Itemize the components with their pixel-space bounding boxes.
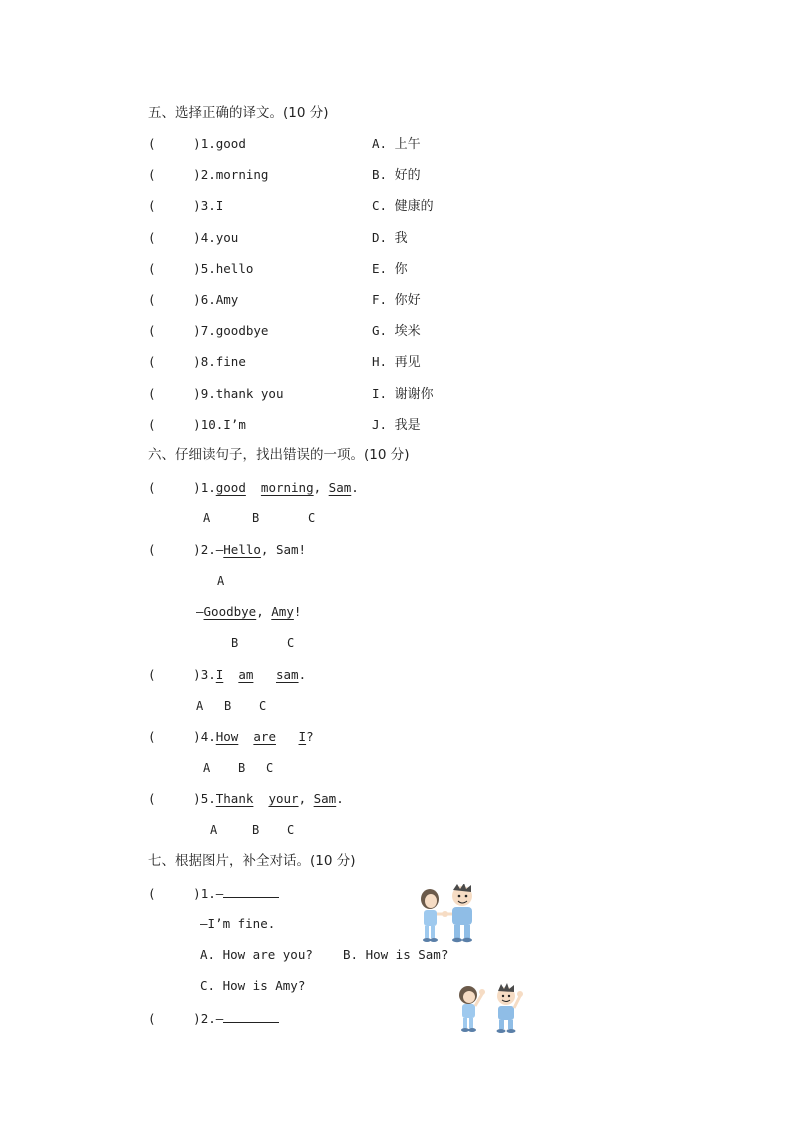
list-item bbox=[148, 292, 238, 308]
question-word: 2.morning bbox=[200, 167, 269, 182]
option-a-word: Thank bbox=[215, 791, 254, 806]
punctuation: ? bbox=[306, 729, 314, 744]
list-item bbox=[148, 230, 238, 246]
list-item bbox=[148, 417, 246, 433]
answer-bracket[interactable]: ( ) bbox=[148, 417, 201, 432]
question-number: 4. bbox=[200, 729, 216, 744]
option bbox=[372, 417, 421, 434]
answer-bracket[interactable]: ( ) bbox=[148, 292, 201, 307]
option-text: 上午 bbox=[394, 137, 421, 152]
option bbox=[372, 167, 421, 184]
question-number: 2.— bbox=[200, 1011, 224, 1026]
fill-blank[interactable] bbox=[223, 1010, 279, 1023]
option-letter: G. bbox=[372, 323, 388, 338]
answer-bracket[interactable]: ( ) bbox=[148, 729, 201, 744]
kids-waving-illustration bbox=[456, 982, 524, 1034]
question-word: 9.thank you bbox=[200, 386, 284, 401]
question-number: 5. bbox=[200, 791, 216, 806]
answer-bracket[interactable]: ( ) bbox=[148, 542, 201, 557]
punctuation: , bbox=[256, 604, 264, 619]
question-1-line bbox=[148, 480, 359, 496]
option-text: 健康的 bbox=[394, 199, 434, 214]
dialogue-1-reply: —I’m fine. bbox=[200, 916, 276, 931]
option-letter: I. bbox=[372, 386, 388, 401]
option-a-word: good bbox=[215, 480, 246, 495]
option-text: 再见 bbox=[394, 355, 421, 370]
label-c: C bbox=[259, 699, 267, 713]
option bbox=[372, 323, 421, 340]
label-a: A bbox=[210, 823, 218, 837]
answer-bracket[interactable]: ( ) bbox=[148, 386, 201, 401]
option-text: 你好 bbox=[394, 293, 421, 308]
answer-bracket[interactable]: ( ) bbox=[148, 136, 201, 151]
option bbox=[372, 261, 408, 278]
punctuation: , bbox=[298, 791, 307, 806]
option-text: 我是 bbox=[394, 418, 421, 433]
answer-bracket[interactable]: ( ) bbox=[148, 261, 201, 276]
option-letter: F. bbox=[372, 292, 388, 307]
answer-bracket[interactable]: ( ) bbox=[148, 230, 201, 245]
option-c-word: Sam bbox=[313, 791, 337, 806]
section-7-title: 七、根据图片，补全对话。(10 分) bbox=[148, 853, 356, 869]
label-b: B bbox=[252, 511, 260, 525]
list-item bbox=[148, 261, 253, 277]
option-letter: A. bbox=[372, 136, 388, 151]
option bbox=[372, 292, 421, 309]
option-letter: E. bbox=[372, 261, 388, 276]
kids-handshake-illustration bbox=[416, 884, 480, 946]
label-a: A bbox=[196, 699, 204, 713]
punctuation: . bbox=[298, 667, 307, 682]
section-5-title: 五、选择正确的译文。(10 分) bbox=[148, 105, 329, 121]
option-b-word: am bbox=[238, 667, 254, 682]
option-c-word: Sam bbox=[328, 480, 352, 495]
choice-b: B. How is Sam? bbox=[343, 947, 449, 962]
punctuation: . bbox=[351, 480, 359, 495]
label-b: B bbox=[231, 636, 239, 650]
label-c: C bbox=[287, 823, 295, 837]
dash: — bbox=[215, 542, 224, 557]
option bbox=[372, 198, 434, 215]
answer-bracket[interactable]: ( ) bbox=[148, 791, 201, 806]
option bbox=[372, 230, 408, 247]
option-letter: C. bbox=[372, 198, 388, 213]
option-b-word: Goodbye bbox=[203, 604, 257, 619]
label-c: C bbox=[308, 511, 316, 525]
answer-bracket[interactable]: ( ) bbox=[148, 198, 201, 213]
option-letter: J. bbox=[372, 417, 388, 432]
punctuation: . bbox=[336, 791, 344, 806]
list-item bbox=[148, 136, 246, 152]
answer-bracket[interactable]: ( ) bbox=[148, 886, 201, 901]
option-a-word: How bbox=[215, 729, 239, 744]
punctuation: , bbox=[313, 480, 322, 495]
option-letter: B. bbox=[372, 167, 388, 182]
question-word: 1.good bbox=[200, 136, 246, 151]
sentence-rest: , Sam! bbox=[260, 542, 307, 557]
list-item bbox=[148, 167, 268, 183]
question-word: 7.goodbye bbox=[200, 323, 269, 338]
option-letter: H. bbox=[372, 354, 388, 369]
option-c-word: I bbox=[298, 729, 307, 744]
answer-bracket[interactable]: ( ) bbox=[148, 480, 201, 495]
section-6-title: 六、仔细读句子，找出错误的一项。(10 分) bbox=[148, 447, 410, 463]
question-3-line bbox=[148, 667, 306, 683]
question-number: 3. bbox=[200, 667, 216, 682]
punctuation: ! bbox=[293, 604, 302, 619]
answer-bracket[interactable]: ( ) bbox=[148, 667, 201, 682]
question-2-reply bbox=[196, 604, 301, 620]
option-text: 你 bbox=[394, 262, 408, 277]
option bbox=[372, 136, 421, 153]
option-text: 谢谢你 bbox=[394, 387, 434, 402]
answer-bracket[interactable]: ( ) bbox=[148, 354, 201, 369]
question-5-line bbox=[148, 791, 344, 807]
label-b: B bbox=[238, 761, 246, 775]
answer-bracket[interactable]: ( ) bbox=[148, 1011, 201, 1026]
answer-bracket[interactable]: ( ) bbox=[148, 167, 201, 182]
option-b-word: are bbox=[253, 729, 276, 744]
question-number: 1.— bbox=[200, 886, 224, 901]
option-text: 我 bbox=[394, 231, 408, 246]
choice-a: A. How are you? bbox=[200, 947, 313, 962]
option-c-word: sam bbox=[275, 667, 299, 682]
question-word: 6.Amy bbox=[200, 292, 239, 307]
dash: — bbox=[196, 604, 204, 619]
question-word: 8.fine bbox=[200, 354, 246, 369]
option-a-word: Hello bbox=[223, 542, 261, 557]
choice-c: C. How is Amy? bbox=[200, 978, 306, 993]
question-4-line bbox=[148, 729, 314, 745]
question-word: 4.you bbox=[200, 230, 239, 245]
option-text: 埃米 bbox=[394, 324, 421, 339]
option-text: 好的 bbox=[394, 168, 421, 183]
option-letter: D. bbox=[372, 230, 388, 245]
question-number: 1. bbox=[200, 480, 216, 495]
label-a: A bbox=[217, 574, 225, 588]
label-b: B bbox=[224, 699, 232, 713]
dialogue-1-line bbox=[148, 885, 279, 902]
label-a: A bbox=[203, 511, 211, 525]
answer-bracket[interactable]: ( ) bbox=[148, 323, 201, 338]
question-number: 2. bbox=[200, 542, 216, 557]
label-c: C bbox=[287, 636, 295, 650]
question-word: 10.I’m bbox=[200, 417, 246, 432]
dialogue-2-line bbox=[148, 1010, 279, 1027]
list-item bbox=[148, 386, 283, 402]
option bbox=[372, 386, 434, 403]
question-word: 3.I bbox=[200, 198, 224, 213]
label-a: A bbox=[203, 761, 211, 775]
list-item bbox=[148, 323, 268, 339]
list-item bbox=[148, 198, 223, 214]
option-b-word: morning bbox=[260, 480, 314, 495]
list-item bbox=[148, 354, 246, 370]
fill-blank[interactable] bbox=[223, 885, 279, 898]
question-word: 5.hello bbox=[200, 261, 254, 276]
option-c-word: Amy bbox=[271, 604, 294, 619]
option-b-word: your bbox=[268, 791, 299, 806]
option-a-word: I bbox=[215, 667, 224, 682]
label-c: C bbox=[266, 761, 274, 775]
label-b: B bbox=[252, 823, 260, 837]
option bbox=[372, 354, 421, 371]
question-2-line bbox=[148, 542, 306, 558]
